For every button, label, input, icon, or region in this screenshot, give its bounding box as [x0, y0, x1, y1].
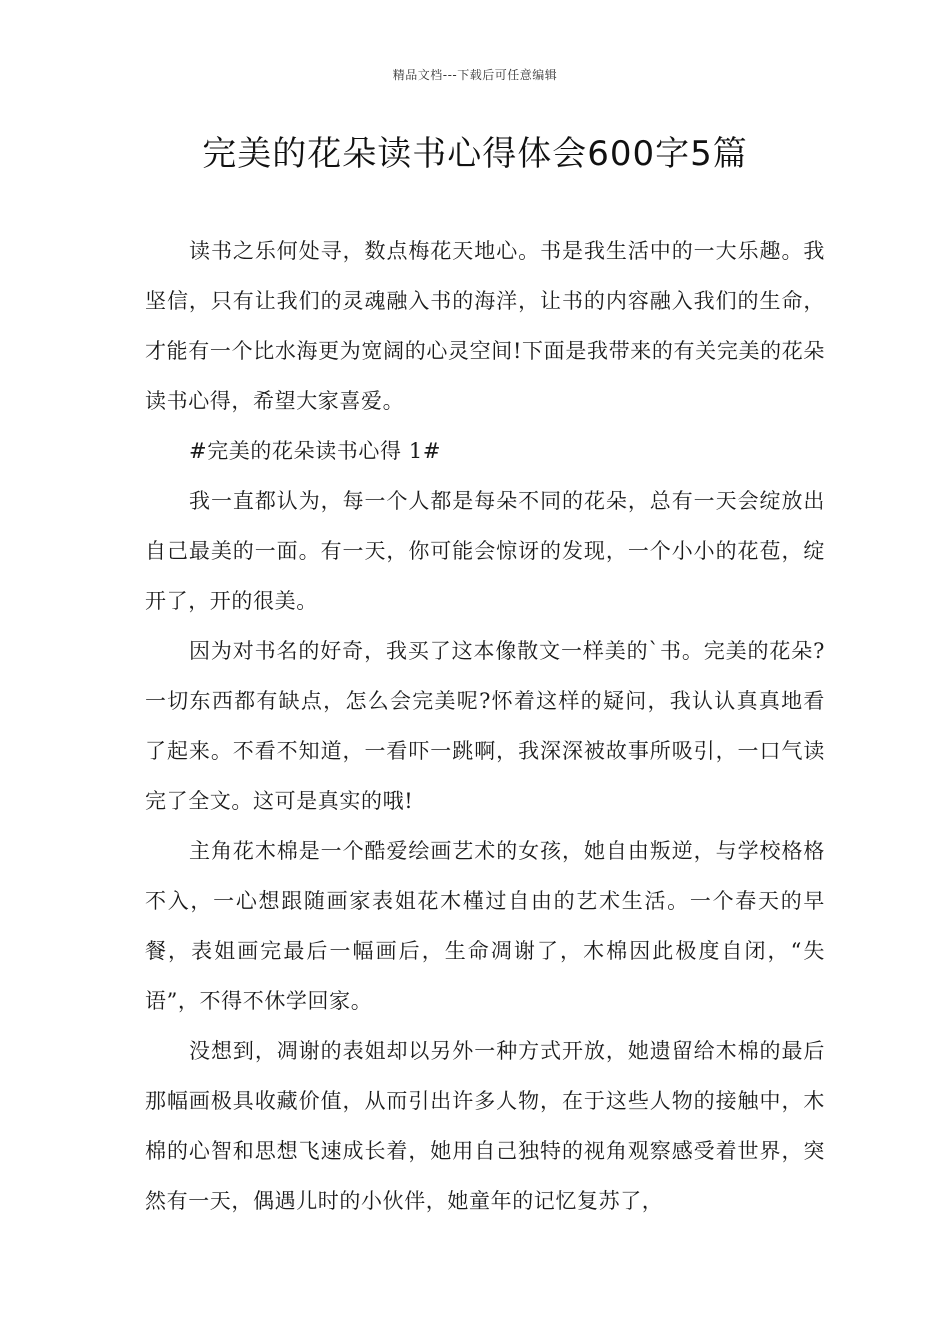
paragraph: 我一直都认为，每一个人都是每朵不同的花朵，总有一天会绽放出自己最美的一面。有一天，你可能会惊讶的发现，一个小小的花苞，绽开了，开的很美。 — [145, 489, 825, 613]
paragraph-intro: 读书之乐何处寻，数点梅花天地心。书是我生活中的一大乐趣。我坚信，只有让我们的灵魂融入书的海洋，让书的内容融入我们的生命，才能有一个比水海更为宽阔的心灵空间!下面是我带来的有关完美的花朵读书心得，希望大家喜爱。 — [145, 239, 825, 413]
section-heading: #完美的花朵读书心得 1# — [189, 439, 442, 463]
document-body — [145, 226, 825, 1226]
paragraph: 没想到，凋谢的表姐却以另外一种方式开放，她遗留给木棉的最后那幅画极具收藏价值，从而引出许多人物，在于这些人物的接触中，木棉的心智和思想飞速成长着，她用自己独特的视角观察感受着世界，突然有一天，偶遇儿时的小伙伴，她童年的记忆复苏了， — [145, 1039, 825, 1213]
header-note: 精品文档---下载后可任意编辑 — [392, 68, 558, 82]
paragraph: 主角花木棉是一个酷爱绘画艺术的女孩，她自由叛逆，与学校格格不入，一心想跟随画家表姐花木槿过自由的艺术生活。一个春天的早餐，表姐画完最后一幅画后，生命凋谢了，木棉因此极度自闭，“失语”，不得不休学回家。 — [145, 839, 825, 1013]
paragraph: 因为对书名的好奇，我买了这本像散文一样美的`书。完美的花朵?一切东西都有缺点，怎么会完美呢?怀着这样的疑问，我认认真真地看了起来。不看不知道，一看吓一跳啊，我深深被故事所吸引，一口气读完了全文。这可是真实的哦! — [145, 639, 825, 813]
document-title: 完美的花朵读书心得体会600字5篇 — [202, 134, 748, 174]
